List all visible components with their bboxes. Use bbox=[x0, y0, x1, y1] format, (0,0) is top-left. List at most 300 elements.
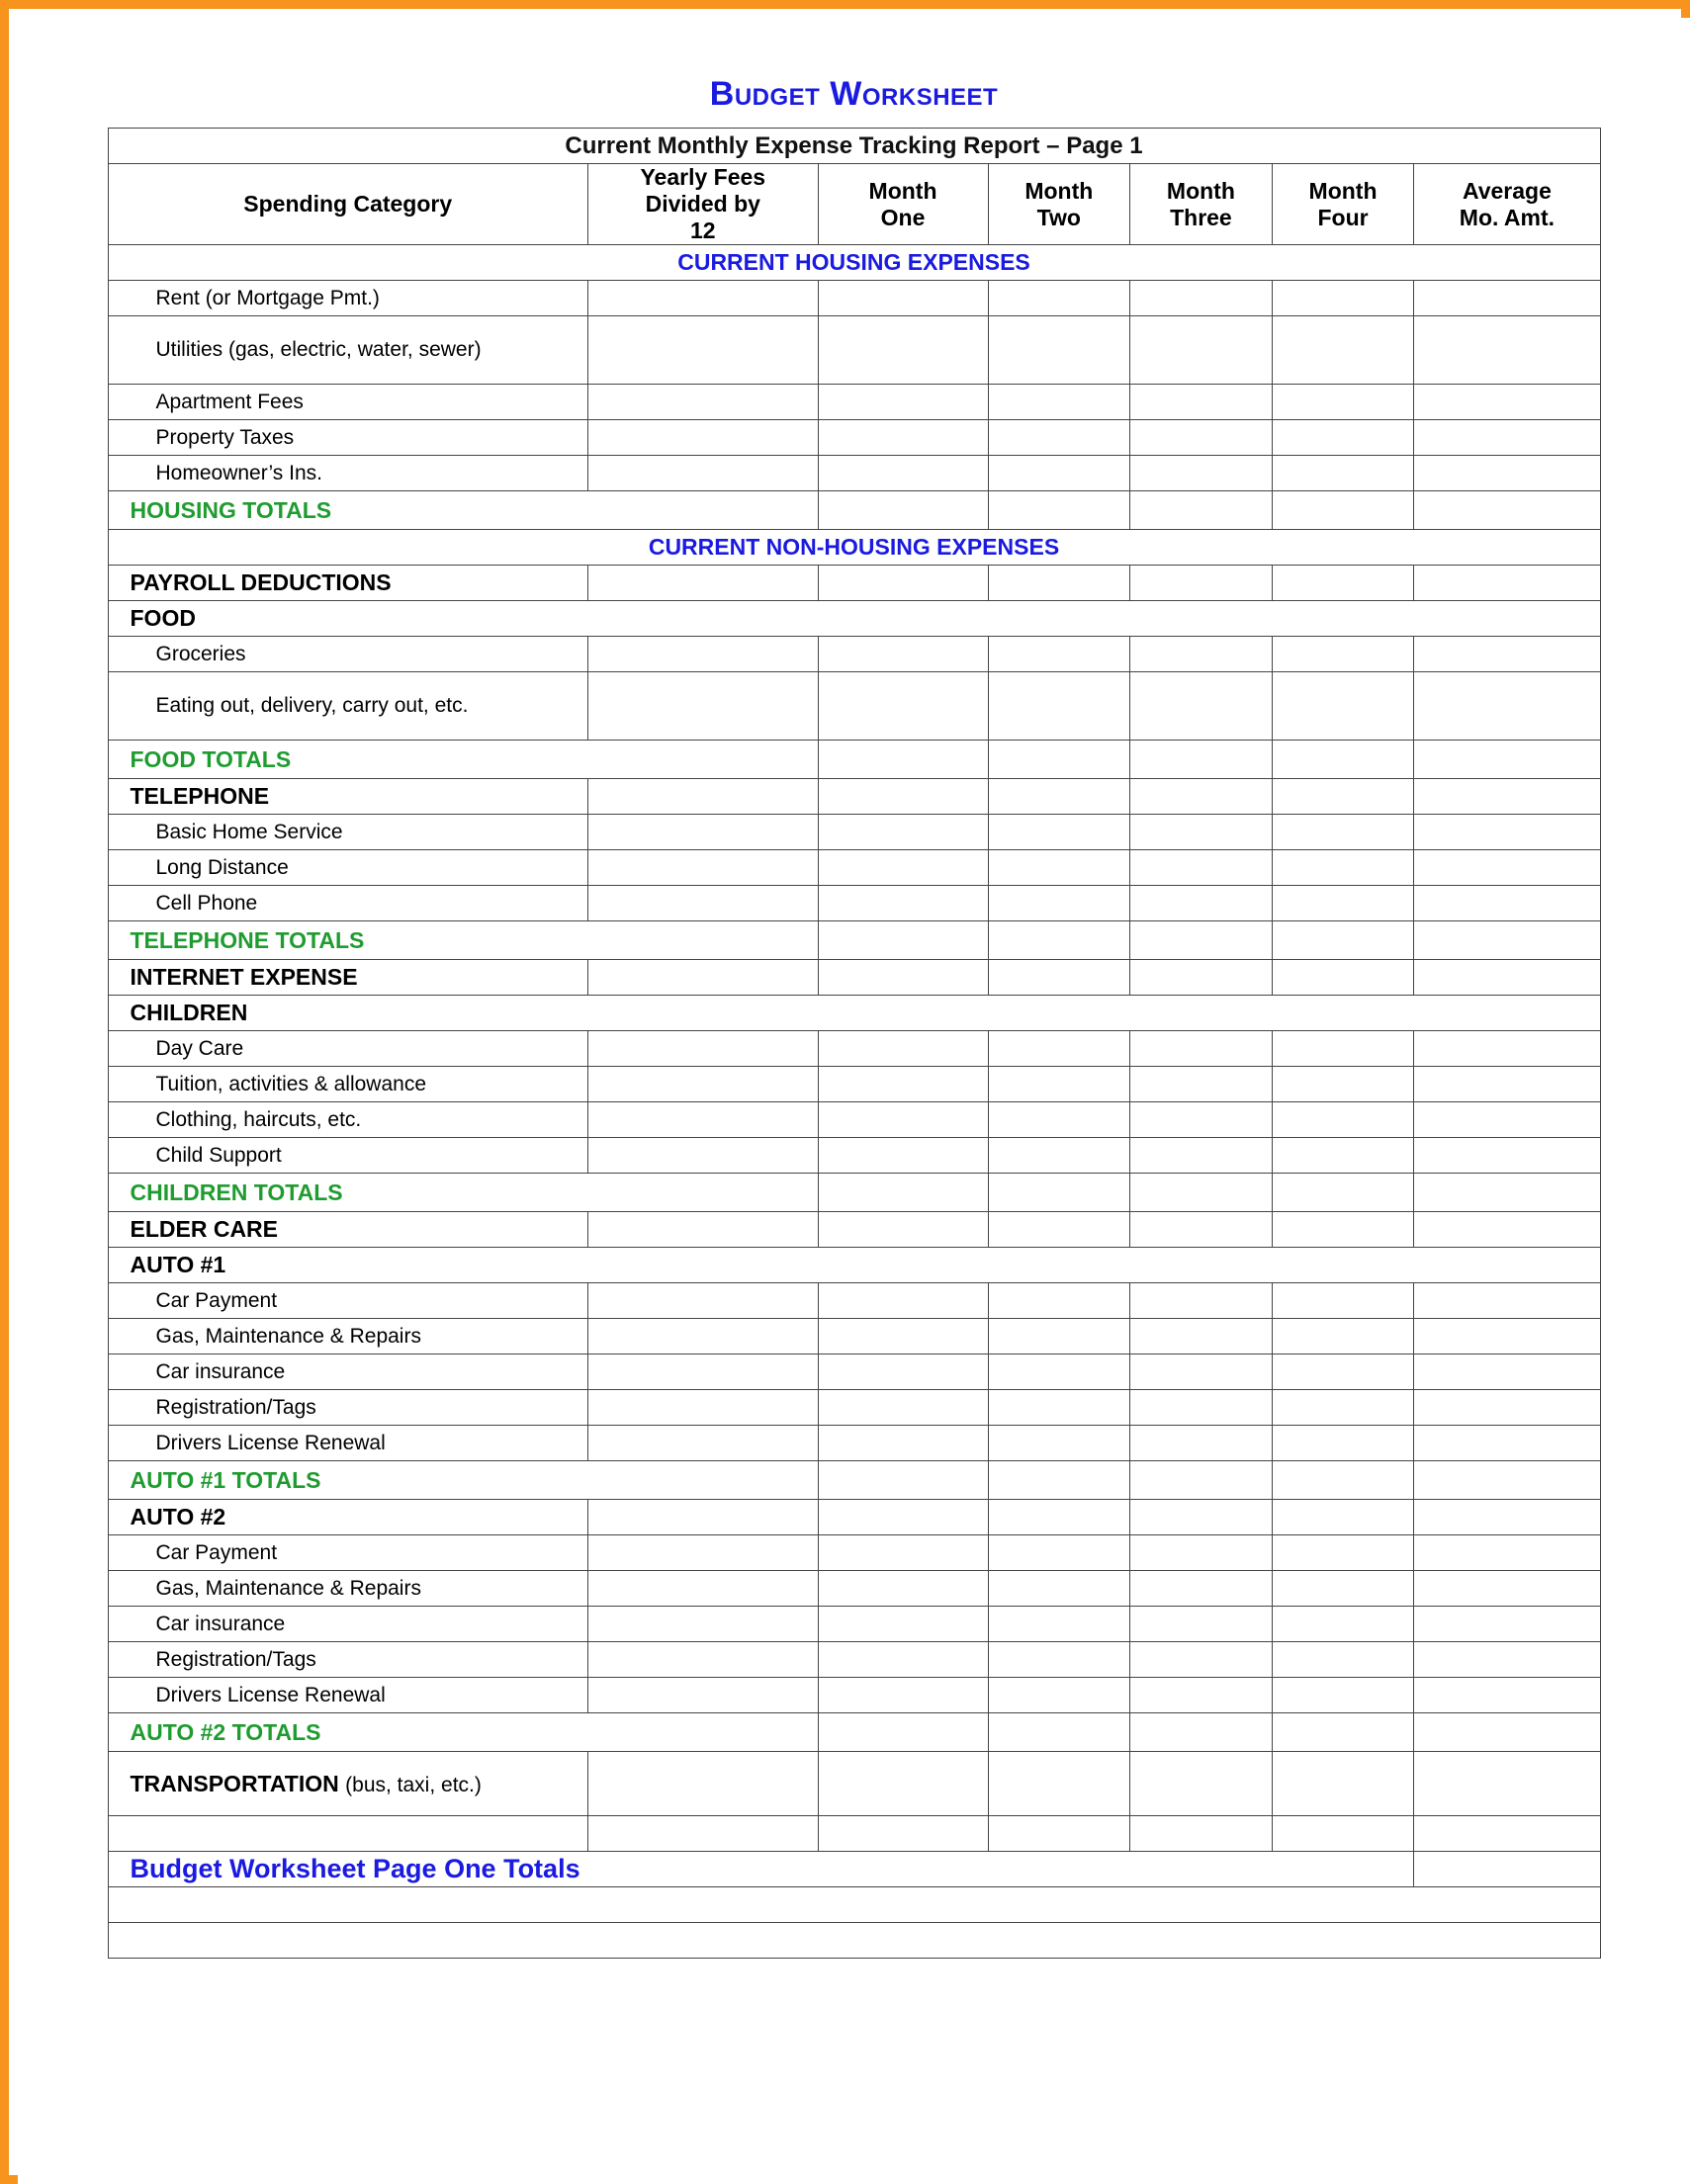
cell-apartment-fees-m3[interactable] bbox=[1130, 385, 1273, 420]
cell-homeowners-ins-m3[interactable] bbox=[1130, 456, 1273, 491]
cell-auto1-totals-m1[interactable] bbox=[818, 1461, 988, 1500]
cell-clothing-m4[interactable] bbox=[1272, 1102, 1414, 1138]
cell-utilities-m1[interactable] bbox=[818, 316, 988, 385]
cell-auto1-registration-m4[interactable] bbox=[1272, 1390, 1414, 1426]
col-header-average-line2: Mo. Amt. bbox=[1459, 204, 1556, 230]
cell-long-distance-m1[interactable] bbox=[818, 850, 988, 886]
cell-blank-m4[interactable] bbox=[1272, 1816, 1414, 1852]
cell-child-support-yearly[interactable] bbox=[587, 1138, 818, 1174]
cell-apartment-fees-avg[interactable] bbox=[1414, 385, 1600, 420]
table-row bbox=[108, 1535, 1600, 1571]
cell-children-totals-m1[interactable] bbox=[818, 1174, 988, 1212]
cell-page-totals-avg[interactable] bbox=[1414, 1852, 1600, 1887]
cell-rent-m2[interactable] bbox=[988, 281, 1130, 316]
cell-child-support-m2[interactable] bbox=[988, 1138, 1130, 1174]
cell-auto1-insurance-m3[interactable] bbox=[1130, 1354, 1273, 1390]
cell-eating-out-m1[interactable] bbox=[818, 672, 988, 741]
cell-auto2-payment-m3[interactable] bbox=[1130, 1535, 1273, 1571]
row-label-long-distance: Long Distance bbox=[108, 850, 587, 886]
cell-long-distance-m3[interactable] bbox=[1130, 850, 1273, 886]
cell-children-totals-m4[interactable] bbox=[1272, 1174, 1414, 1212]
section-housing-header-row bbox=[108, 245, 1600, 281]
cell-auto1-payment-m4[interactable] bbox=[1272, 1283, 1414, 1319]
row-label-utilities: Utilities (gas, electric, water, sewer) bbox=[108, 316, 587, 385]
cell-elder-care-m3[interactable] bbox=[1130, 1212, 1273, 1248]
table-row-total bbox=[108, 1713, 1600, 1752]
cell-transportation-m3[interactable] bbox=[1130, 1752, 1273, 1816]
cell-homeowners-ins-m1[interactable] bbox=[818, 456, 988, 491]
cell-footer-blank-2[interactable] bbox=[108, 1923, 1600, 1959]
cell-auto2-license-yearly[interactable] bbox=[587, 1678, 818, 1713]
cell-property-taxes-yearly[interactable] bbox=[587, 420, 818, 456]
col-header-category: Spending Category bbox=[108, 164, 587, 245]
col-header-month-two-line1: Month bbox=[1024, 177, 1094, 204]
cell-auto1-payment-m3[interactable] bbox=[1130, 1283, 1273, 1319]
cell-payroll-m4[interactable] bbox=[1272, 566, 1414, 601]
cell-auto2-registration-m2[interactable] bbox=[988, 1642, 1130, 1678]
table-row-total bbox=[108, 741, 1600, 779]
cell-auto2-insurance-m1[interactable] bbox=[818, 1607, 988, 1642]
cell-auto2-m2[interactable] bbox=[988, 1500, 1130, 1535]
cell-auto1-totals-avg[interactable] bbox=[1414, 1461, 1600, 1500]
cell-auto1-payment-avg[interactable] bbox=[1414, 1283, 1600, 1319]
cell-auto1-totals-m4[interactable] bbox=[1272, 1461, 1414, 1500]
cell-child-support-m1[interactable] bbox=[818, 1138, 988, 1174]
cell-payroll-m3[interactable] bbox=[1130, 566, 1273, 601]
row-label-eating-out: Eating out, delivery, carry out, etc. bbox=[108, 672, 587, 741]
cell-telephone-m2[interactable] bbox=[988, 779, 1130, 815]
cell-eating-out-yearly[interactable] bbox=[587, 672, 818, 741]
cell-cell-phone-avg[interactable] bbox=[1414, 886, 1600, 921]
cell-day-care-m1[interactable] bbox=[818, 1031, 988, 1067]
cell-telephone-totals-avg[interactable] bbox=[1414, 921, 1600, 960]
cell-auto2-gas-m3[interactable] bbox=[1130, 1571, 1273, 1607]
row-label-elder-care: ELDER CARE bbox=[108, 1212, 587, 1248]
cell-homeowners-ins-m2[interactable] bbox=[988, 456, 1130, 491]
cell-utilities-avg[interactable] bbox=[1414, 316, 1600, 385]
table-row bbox=[108, 1319, 1600, 1354]
cell-auto2-totals-m4[interactable] bbox=[1272, 1713, 1414, 1752]
report-subtitle: Current Monthly Expense Tracking Report – Page 1 bbox=[108, 129, 1600, 164]
cell-groceries-yearly[interactable] bbox=[587, 637, 818, 672]
col-header-month-three-line2: Three bbox=[1170, 204, 1232, 230]
table-row bbox=[108, 281, 1600, 316]
col-header-month-four-line1: Month bbox=[1308, 177, 1378, 204]
table-row bbox=[108, 456, 1600, 491]
cell-telephone-m3[interactable] bbox=[1130, 779, 1273, 815]
row-label-auto2-insurance: Car insurance bbox=[108, 1607, 587, 1642]
row-label-auto2-car-payment: Car Payment bbox=[108, 1535, 587, 1571]
cell-auto1-license-m3[interactable] bbox=[1130, 1426, 1273, 1461]
row-label-housing-totals: HOUSING TOTALS bbox=[108, 491, 818, 530]
cell-auto2-gas-avg[interactable] bbox=[1414, 1571, 1600, 1607]
cell-auto1-gas-m1[interactable] bbox=[818, 1319, 988, 1354]
cell-auto1-payment-m2[interactable] bbox=[988, 1283, 1130, 1319]
cell-footer-blank-1[interactable] bbox=[108, 1887, 1600, 1923]
row-label-telephone: TELEPHONE bbox=[108, 779, 587, 815]
cell-homeowners-ins-yearly[interactable] bbox=[587, 456, 818, 491]
cell-long-distance-m4[interactable] bbox=[1272, 850, 1414, 886]
cell-children-totals-avg[interactable] bbox=[1414, 1174, 1600, 1212]
col-header-month-four bbox=[1272, 164, 1414, 245]
cell-rent-m4[interactable] bbox=[1272, 281, 1414, 316]
cell-auto1-registration-avg[interactable] bbox=[1414, 1390, 1600, 1426]
cell-tuition-m3[interactable] bbox=[1130, 1067, 1273, 1102]
row-label-auto1-license: Drivers License Renewal bbox=[108, 1426, 587, 1461]
cell-property-taxes-avg[interactable] bbox=[1414, 420, 1600, 456]
row-label-telephone-totals: TELEPHONE TOTALS bbox=[108, 921, 818, 960]
cell-internet-m3[interactable] bbox=[1130, 960, 1273, 996]
cell-tuition-m2[interactable] bbox=[988, 1067, 1130, 1102]
table-row-blank bbox=[108, 1923, 1600, 1959]
cell-internet-m4[interactable] bbox=[1272, 960, 1414, 996]
cell-auto2-payment-m4[interactable] bbox=[1272, 1535, 1414, 1571]
row-label-children-totals: CHILDREN TOTALS bbox=[108, 1174, 818, 1212]
cell-auto1-gas-m4[interactable] bbox=[1272, 1319, 1414, 1354]
row-label-clothing: Clothing, haircuts, etc. bbox=[108, 1102, 587, 1138]
cell-transportation-avg[interactable] bbox=[1414, 1752, 1600, 1816]
cell-tuition-yearly[interactable] bbox=[587, 1067, 818, 1102]
cell-apartment-fees-m4[interactable] bbox=[1272, 385, 1414, 420]
cell-auto2-totals-m2[interactable] bbox=[988, 1713, 1130, 1752]
cell-groceries-avg[interactable] bbox=[1414, 637, 1600, 672]
cell-payroll-m2[interactable] bbox=[988, 566, 1130, 601]
table-row bbox=[108, 779, 1600, 815]
cell-auto2-payment-avg[interactable] bbox=[1414, 1535, 1600, 1571]
cell-housing-totals-avg[interactable] bbox=[1414, 491, 1600, 530]
cell-child-support-m4[interactable] bbox=[1272, 1138, 1414, 1174]
cell-utilities-m3[interactable] bbox=[1130, 316, 1273, 385]
cell-auto2-insurance-yearly[interactable] bbox=[587, 1607, 818, 1642]
cell-telephone-totals-m1[interactable] bbox=[818, 921, 988, 960]
cell-blank-m3[interactable] bbox=[1130, 1816, 1273, 1852]
page-title: Budget Worksheet bbox=[709, 75, 999, 113]
cell-auto2-avg[interactable] bbox=[1414, 1500, 1600, 1535]
cell-auto2-registration-m3[interactable] bbox=[1130, 1642, 1273, 1678]
cell-basic-home-yearly[interactable] bbox=[587, 815, 818, 850]
cell-property-taxes-m1[interactable] bbox=[818, 420, 988, 456]
cell-homeowners-ins-m4[interactable] bbox=[1272, 456, 1414, 491]
cell-auto1-license-m2[interactable] bbox=[988, 1426, 1130, 1461]
cell-auto1-gas-m2[interactable] bbox=[988, 1319, 1130, 1354]
cell-day-care-yearly[interactable] bbox=[587, 1031, 818, 1067]
cell-auto2-license-m3[interactable] bbox=[1130, 1678, 1273, 1713]
cell-elder-care-yearly[interactable] bbox=[587, 1212, 818, 1248]
cell-cell-phone-m1[interactable] bbox=[818, 886, 988, 921]
cell-auto2-license-m4[interactable] bbox=[1272, 1678, 1414, 1713]
cell-auto1-insurance-yearly[interactable] bbox=[587, 1354, 818, 1390]
cell-transportation-m2[interactable] bbox=[988, 1752, 1130, 1816]
cell-auto2-insurance-avg[interactable] bbox=[1414, 1607, 1600, 1642]
col-header-month-one-line2: One bbox=[880, 204, 926, 230]
cell-utilities-m2[interactable] bbox=[988, 316, 1130, 385]
cell-property-taxes-m2[interactable] bbox=[988, 420, 1130, 456]
cell-cell-phone-m3[interactable] bbox=[1130, 886, 1273, 921]
cell-auto1-registration-yearly[interactable] bbox=[587, 1390, 818, 1426]
cell-food-totals-avg[interactable] bbox=[1414, 741, 1600, 779]
cell-auto1-license-avg[interactable] bbox=[1414, 1426, 1600, 1461]
cell-basic-home-m4[interactable] bbox=[1272, 815, 1414, 850]
cell-apartment-fees-m2[interactable] bbox=[988, 385, 1130, 420]
cell-housing-totals-m4[interactable] bbox=[1272, 491, 1414, 530]
cell-auto1-gas-yearly[interactable] bbox=[587, 1319, 818, 1354]
cell-tuition-m1[interactable] bbox=[818, 1067, 988, 1102]
cell-utilities-m4[interactable] bbox=[1272, 316, 1414, 385]
cell-auto1-insurance-m1[interactable] bbox=[818, 1354, 988, 1390]
row-label-transportation bbox=[108, 1752, 587, 1816]
row-label-auto1-registration: Registration/Tags bbox=[108, 1390, 587, 1426]
row-label-auto2-gas: Gas, Maintenance & Repairs bbox=[108, 1571, 587, 1607]
cell-auto2-license-m2[interactable] bbox=[988, 1678, 1130, 1713]
cell-auto1-license-m4[interactable] bbox=[1272, 1426, 1414, 1461]
row-label-auto2-license: Drivers License Renewal bbox=[108, 1678, 587, 1713]
cell-blank-m1[interactable] bbox=[818, 1816, 988, 1852]
report-subtitle-row bbox=[108, 129, 1600, 164]
cell-blank-yearly[interactable] bbox=[587, 1816, 818, 1852]
cell-blank-label[interactable] bbox=[108, 1816, 587, 1852]
cell-long-distance-yearly[interactable] bbox=[587, 850, 818, 886]
cell-auto2-payment-m2[interactable] bbox=[988, 1535, 1130, 1571]
cell-auto1-registration-m3[interactable] bbox=[1130, 1390, 1273, 1426]
cell-day-care-m2[interactable] bbox=[988, 1031, 1130, 1067]
table-row-blank bbox=[108, 1887, 1600, 1923]
row-label-property-taxes: Property Taxes bbox=[108, 420, 587, 456]
table-row bbox=[108, 1354, 1600, 1390]
cell-auto2-gas-m2[interactable] bbox=[988, 1571, 1130, 1607]
table-row bbox=[108, 1138, 1600, 1174]
cell-basic-home-m2[interactable] bbox=[988, 815, 1130, 850]
cell-auto2-gas-m1[interactable] bbox=[818, 1571, 988, 1607]
cell-tuition-m4[interactable] bbox=[1272, 1067, 1414, 1102]
cell-auto2-m3[interactable] bbox=[1130, 1500, 1273, 1535]
table-row bbox=[108, 1067, 1600, 1102]
cell-groceries-m4[interactable] bbox=[1272, 637, 1414, 672]
cell-elder-care-m2[interactable] bbox=[988, 1212, 1130, 1248]
row-label-groceries: Groceries bbox=[108, 637, 587, 672]
cell-blank-m2[interactable] bbox=[988, 1816, 1130, 1852]
cell-apartment-fees-yearly[interactable] bbox=[587, 385, 818, 420]
cell-auto2-yearly[interactable] bbox=[587, 1500, 818, 1535]
table-row bbox=[108, 672, 1600, 741]
cell-internet-m2[interactable] bbox=[988, 960, 1130, 996]
cell-tuition-avg[interactable] bbox=[1414, 1067, 1600, 1102]
cell-food-totals-m4[interactable] bbox=[1272, 741, 1414, 779]
cell-eating-out-m2[interactable] bbox=[988, 672, 1130, 741]
cell-day-care-avg[interactable] bbox=[1414, 1031, 1600, 1067]
cell-groceries-m3[interactable] bbox=[1130, 637, 1273, 672]
cell-auto1-insurance-m2[interactable] bbox=[988, 1354, 1130, 1390]
cell-auto2-registration-m4[interactable] bbox=[1272, 1642, 1414, 1678]
cell-telephone-yearly[interactable] bbox=[587, 779, 818, 815]
table-row-total bbox=[108, 491, 1600, 530]
cell-homeowners-ins-avg[interactable] bbox=[1414, 456, 1600, 491]
cell-cell-phone-m4[interactable] bbox=[1272, 886, 1414, 921]
cell-auto2-gas-m4[interactable] bbox=[1272, 1571, 1414, 1607]
table-row-page-totals bbox=[108, 1852, 1600, 1887]
table-row-total bbox=[108, 1174, 1600, 1212]
cell-clothing-m2[interactable] bbox=[988, 1102, 1130, 1138]
cell-eating-out-m4[interactable] bbox=[1272, 672, 1414, 741]
row-label-child-support: Child Support bbox=[108, 1138, 587, 1174]
cell-children-totals-m3[interactable] bbox=[1130, 1174, 1273, 1212]
cell-eating-out-m3[interactable] bbox=[1130, 672, 1273, 741]
cell-auto2-totals-m3[interactable] bbox=[1130, 1713, 1273, 1752]
table-row bbox=[108, 1752, 1600, 1816]
cell-auto2-totals-avg[interactable] bbox=[1414, 1713, 1600, 1752]
cell-basic-home-m3[interactable] bbox=[1130, 815, 1273, 850]
table-row bbox=[108, 385, 1600, 420]
row-label-cell-phone: Cell Phone bbox=[108, 886, 587, 921]
transportation-label-note: (bus, taxi, etc.) bbox=[345, 1773, 482, 1796]
cell-auto1-totals-m3[interactable] bbox=[1130, 1461, 1273, 1500]
budget-table bbox=[108, 128, 1601, 1959]
cell-food-totals-m3[interactable] bbox=[1130, 741, 1273, 779]
cell-day-care-m4[interactable] bbox=[1272, 1031, 1414, 1067]
table-row bbox=[108, 316, 1600, 385]
row-label-auto2: AUTO #2 bbox=[108, 1500, 587, 1535]
cell-auto1-registration-m2[interactable] bbox=[988, 1390, 1130, 1426]
cell-rent-yearly[interactable] bbox=[587, 281, 818, 316]
col-header-yearly-line2: Divided by bbox=[645, 191, 760, 218]
row-label-auto1-insurance: Car insurance bbox=[108, 1354, 587, 1390]
table-row bbox=[108, 1283, 1600, 1319]
cell-auto1-registration-m1[interactable] bbox=[818, 1390, 988, 1426]
table-row bbox=[108, 1031, 1600, 1067]
table-row-total bbox=[108, 1461, 1600, 1500]
table-row bbox=[108, 815, 1600, 850]
cell-food-totals-m2[interactable] bbox=[988, 741, 1130, 779]
cell-elder-care-m1[interactable] bbox=[818, 1212, 988, 1248]
cell-auto2-payment-yearly[interactable] bbox=[587, 1535, 818, 1571]
row-label-page-totals: Budget Worksheet Page One Totals bbox=[108, 1852, 1414, 1887]
cell-auto1-insurance-m4[interactable] bbox=[1272, 1354, 1414, 1390]
cell-auto1-totals-m2[interactable] bbox=[988, 1461, 1130, 1500]
table-row bbox=[108, 1426, 1600, 1461]
row-label-auto1: AUTO #1 bbox=[108, 1248, 1600, 1283]
cell-property-taxes-m4[interactable] bbox=[1272, 420, 1414, 456]
cell-auto2-license-avg[interactable] bbox=[1414, 1678, 1600, 1713]
row-label-auto2-totals: AUTO #2 TOTALS bbox=[108, 1713, 818, 1752]
transportation-label-bold: TRANSPORTATION bbox=[130, 1770, 339, 1796]
cell-auto2-registration-yearly[interactable] bbox=[587, 1642, 818, 1678]
cell-auto1-license-yearly[interactable] bbox=[587, 1426, 818, 1461]
cell-long-distance-avg[interactable] bbox=[1414, 850, 1600, 886]
cell-auto2-totals-m1[interactable] bbox=[818, 1713, 988, 1752]
cell-internet-yearly[interactable] bbox=[587, 960, 818, 996]
table-row bbox=[108, 1390, 1600, 1426]
cell-auto2-registration-avg[interactable] bbox=[1414, 1642, 1600, 1678]
row-label-basic-home-service: Basic Home Service bbox=[108, 815, 587, 850]
col-header-average bbox=[1414, 164, 1600, 245]
cell-telephone-totals-m2[interactable] bbox=[988, 921, 1130, 960]
cell-payroll-avg[interactable] bbox=[1414, 566, 1600, 601]
cell-blank-avg[interactable] bbox=[1414, 1816, 1600, 1852]
cell-long-distance-m2[interactable] bbox=[988, 850, 1130, 886]
cell-auto2-insurance-m4[interactable] bbox=[1272, 1607, 1414, 1642]
cell-telephone-m4[interactable] bbox=[1272, 779, 1414, 815]
cell-clothing-m3[interactable] bbox=[1130, 1102, 1273, 1138]
cell-rent-avg[interactable] bbox=[1414, 281, 1600, 316]
cell-basic-home-m1[interactable] bbox=[818, 815, 988, 850]
cell-housing-totals-m1[interactable] bbox=[818, 491, 988, 530]
cell-transportation-m4[interactable] bbox=[1272, 1752, 1414, 1816]
cell-transportation-m1[interactable] bbox=[818, 1752, 988, 1816]
cell-auto1-license-m1[interactable] bbox=[818, 1426, 988, 1461]
cell-groceries-m1[interactable] bbox=[818, 637, 988, 672]
cell-auto1-payment-yearly[interactable] bbox=[587, 1283, 818, 1319]
row-label-payroll-deductions: PAYROLL DEDUCTIONS bbox=[108, 566, 587, 601]
cell-groceries-m2[interactable] bbox=[988, 637, 1130, 672]
cell-housing-totals-m2[interactable] bbox=[988, 491, 1130, 530]
cell-auto2-insurance-m2[interactable] bbox=[988, 1607, 1130, 1642]
cell-elder-care-m4[interactable] bbox=[1272, 1212, 1414, 1248]
cell-eating-out-avg[interactable] bbox=[1414, 672, 1600, 741]
cell-elder-care-avg[interactable] bbox=[1414, 1212, 1600, 1248]
cell-telephone-m1[interactable] bbox=[818, 779, 988, 815]
cell-auto2-registration-m1[interactable] bbox=[818, 1642, 988, 1678]
cell-auto1-payment-m1[interactable] bbox=[818, 1283, 988, 1319]
cell-auto1-gas-m3[interactable] bbox=[1130, 1319, 1273, 1354]
section-nonhousing-header-row bbox=[108, 530, 1600, 566]
table-row bbox=[108, 1248, 1600, 1283]
cell-auto2-gas-yearly[interactable] bbox=[587, 1571, 818, 1607]
cell-clothing-m1[interactable] bbox=[818, 1102, 988, 1138]
cell-apartment-fees-m1[interactable] bbox=[818, 385, 988, 420]
cell-food-totals-m1[interactable] bbox=[818, 741, 988, 779]
cell-clothing-avg[interactable] bbox=[1414, 1102, 1600, 1138]
cell-auto2-payment-m1[interactable] bbox=[818, 1535, 988, 1571]
worksheet-sheet bbox=[18, 18, 1690, 2184]
cell-day-care-m3[interactable] bbox=[1130, 1031, 1273, 1067]
cell-children-totals-m2[interactable] bbox=[988, 1174, 1130, 1212]
cell-telephone-totals-m4[interactable] bbox=[1272, 921, 1414, 960]
cell-child-support-avg[interactable] bbox=[1414, 1138, 1600, 1174]
col-header-yearly-line3: 12 bbox=[689, 218, 716, 244]
col-header-average-line1: Average bbox=[1462, 177, 1552, 204]
cell-auto1-insurance-avg[interactable] bbox=[1414, 1354, 1600, 1390]
cell-payroll-yearly[interactable] bbox=[587, 566, 818, 601]
cell-child-support-m3[interactable] bbox=[1130, 1138, 1273, 1174]
cell-housing-totals-m3[interactable] bbox=[1130, 491, 1273, 530]
table-row bbox=[108, 1642, 1600, 1678]
cell-telephone-avg[interactable] bbox=[1414, 779, 1600, 815]
cell-rent-m1[interactable] bbox=[818, 281, 988, 316]
cell-auto2-license-m1[interactable] bbox=[818, 1678, 988, 1713]
cell-auto2-m4[interactable] bbox=[1272, 1500, 1414, 1535]
col-header-month-two bbox=[988, 164, 1130, 245]
cell-auto1-gas-avg[interactable] bbox=[1414, 1319, 1600, 1354]
cell-internet-avg[interactable] bbox=[1414, 960, 1600, 996]
table-row bbox=[108, 996, 1600, 1031]
cell-rent-m3[interactable] bbox=[1130, 281, 1273, 316]
cell-payroll-m1[interactable] bbox=[818, 566, 988, 601]
row-label-tuition: Tuition, activities & allowance bbox=[108, 1067, 587, 1102]
cell-cell-phone-m2[interactable] bbox=[988, 886, 1130, 921]
cell-auto2-m1[interactable] bbox=[818, 1500, 988, 1535]
cell-cell-phone-yearly[interactable] bbox=[587, 886, 818, 921]
col-header-month-one-line1: Month bbox=[868, 177, 937, 204]
cell-internet-m1[interactable] bbox=[818, 960, 988, 996]
cell-utilities-yearly[interactable] bbox=[587, 316, 818, 385]
col-header-yearly-fees bbox=[587, 164, 818, 245]
cell-auto2-insurance-m3[interactable] bbox=[1130, 1607, 1273, 1642]
cell-property-taxes-m3[interactable] bbox=[1130, 420, 1273, 456]
cell-basic-home-avg[interactable] bbox=[1414, 815, 1600, 850]
cell-clothing-yearly[interactable] bbox=[587, 1102, 818, 1138]
cell-transportation-yearly[interactable] bbox=[587, 1752, 818, 1816]
row-label-apartment-fees: Apartment Fees bbox=[108, 385, 587, 420]
cell-telephone-totals-m3[interactable] bbox=[1130, 921, 1273, 960]
